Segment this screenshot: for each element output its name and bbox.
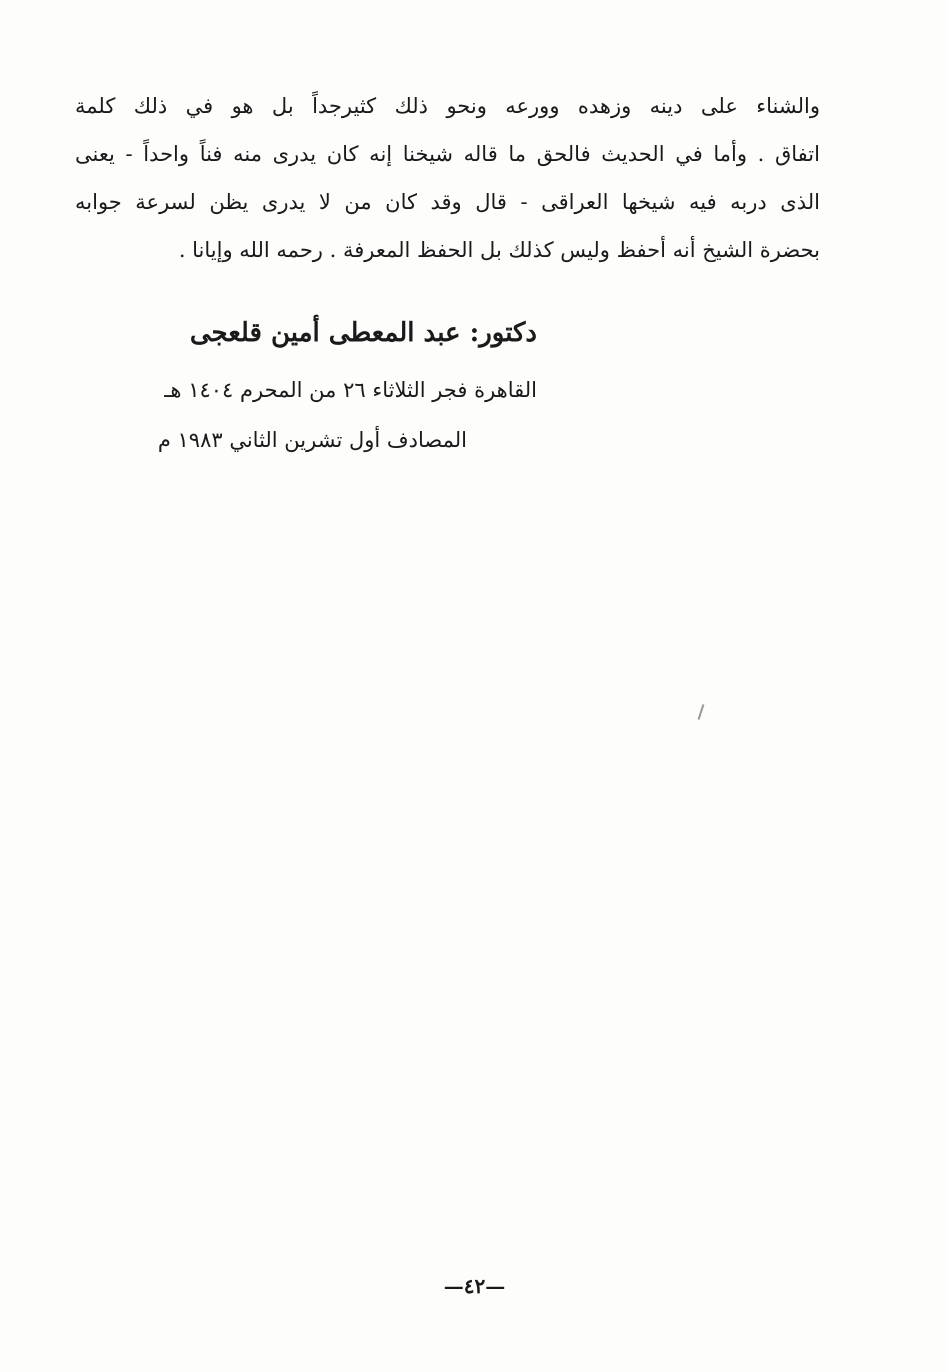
author-signature: دكتور: عبد المعطى أمين قلعجى	[189, 318, 537, 348]
body-paragraph	[75, 82, 820, 274]
hijri-date-line: القاهرة فجر الثلاثاء ٢٦ من المحرم ١٤٠٤ هـ	[164, 378, 537, 402]
gregorian-date-line: المصادف أول تشرين الثاني ١٩٨٣ م	[157, 428, 467, 452]
page-number: —٤٢—	[443, 1274, 506, 1298]
paragraph-line: اتفاق . وأما في الحديث فالحق ما قاله شيخنا إنه كان يدرى منه فناً واحداً - يعنى	[75, 142, 820, 166]
paragraph-line: بحضرة الشيخ أنه أحفظ وليس كذلك بل الحفظ المعرفة . رحمه الله وإيانا .	[178, 238, 820, 262]
paragraph-line: الذى دربه فيه شيخها العراقى - قال وقد كان من لا يدرى يظن لسرعة جوابه	[75, 190, 820, 214]
paragraph-line: والشناء على دينه وزهده وورعه ونحو ذلك كثيرجداً بل هو في ذلك كلمة	[75, 94, 820, 118]
stray-mark	[698, 704, 705, 720]
